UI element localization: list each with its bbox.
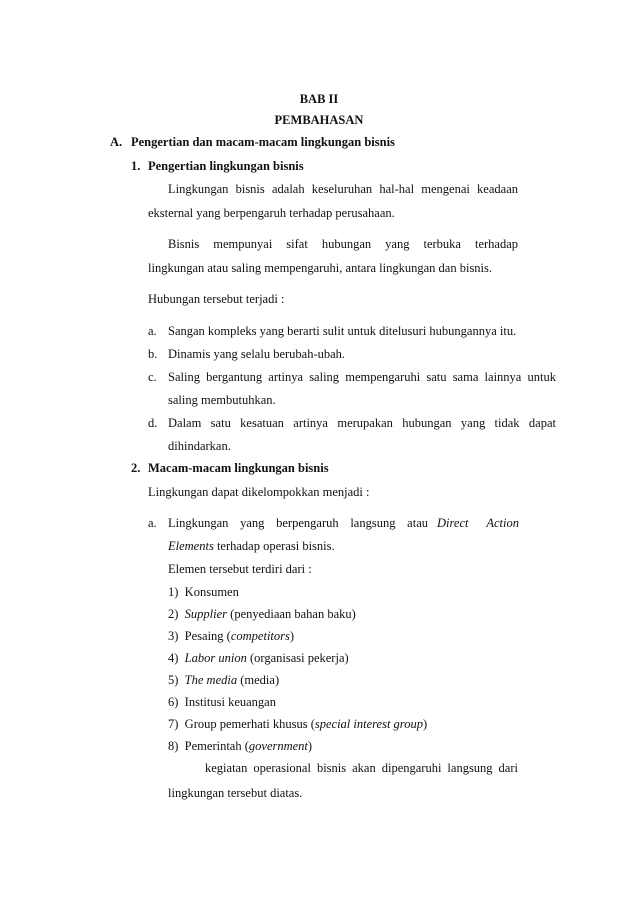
element-number: 1) xyxy=(168,585,179,599)
element-italic: special interest group xyxy=(314,717,423,731)
section-a-label: A. xyxy=(110,135,123,149)
element-item xyxy=(168,694,276,710)
element-text: Pemerintah ( xyxy=(184,739,249,753)
element-item xyxy=(168,628,294,644)
sub1-paragraph3: Hubungan tersebut terjadi : xyxy=(148,292,285,306)
element-italic: The media xyxy=(184,673,238,687)
closing-line2: lingkungan tersebut diatas. xyxy=(168,786,303,800)
element-text-post: (media) xyxy=(237,673,280,687)
list-item-label: c. xyxy=(148,370,157,384)
list-item-text: Dalam satu kesatuan artinya merupakan hubungan yang tidak dapat xyxy=(168,416,556,430)
element-text: Pesaing ( xyxy=(184,629,231,643)
term-italic: Elements xyxy=(168,539,214,553)
sub2-intro: Lingkungan dapat dikelompokkan menjadi : xyxy=(148,485,370,499)
elements-intro: Elemen tersebut terdiri dari : xyxy=(168,562,312,576)
list-item-label: d. xyxy=(148,416,158,430)
sub1-label: 1. xyxy=(131,159,141,173)
section-a-title: Pengertian dan macam-macam lingkungan bisnis xyxy=(131,135,395,149)
list-item-text-continued: dihindarkan. xyxy=(168,439,231,453)
element-italic: Supplier xyxy=(184,607,228,621)
element-item xyxy=(168,584,239,600)
element-number: 7) xyxy=(168,717,179,731)
element-text-post: ) xyxy=(422,717,428,731)
sub1-title: Pengertian lingkungan bisnis xyxy=(148,159,304,173)
element-italic: competitors xyxy=(230,629,290,643)
element-text-post: (penyediaan bahan baku) xyxy=(227,607,356,621)
element-item xyxy=(168,738,312,754)
sub1-paragraph2-line1: Bisnis mempunyai sifat hubungan yang terbuka terhadap xyxy=(168,237,518,251)
element-number: 5) xyxy=(168,673,179,687)
element-text-post: ) xyxy=(289,629,295,643)
chapter-title: PEMBAHASAN xyxy=(274,113,364,127)
element-item xyxy=(168,606,356,622)
list-item-label: a. xyxy=(148,324,157,338)
list-item-text: Dinamis yang selalu berubah-ubah. xyxy=(168,347,346,361)
list-item-text: Sangan kompleks yang berarti sulit untuk ditelusuri hubungannya itu. xyxy=(168,324,517,338)
element-item xyxy=(168,672,279,688)
list-item-text-continued: saling membutuhkan. xyxy=(168,393,276,407)
element-number: 6) xyxy=(168,695,179,709)
sub2-item-a-line1: Lingkungan yang berpengaruh langsung atau xyxy=(168,516,428,530)
element-number: 4) xyxy=(168,651,179,665)
element-italic: Labor union xyxy=(184,651,247,665)
list-item-text: Saling bergantung artinya saling mempengaruhi satu sama lainnya untuk xyxy=(168,370,556,384)
element-item xyxy=(168,716,427,732)
sub2-item-a-line1-italic: Direct Action xyxy=(437,516,519,530)
element-italic: government xyxy=(248,739,308,753)
element-text-post: ) xyxy=(307,739,313,753)
element-text: Group pemerhati khusus ( xyxy=(184,717,315,731)
list-item-label: b. xyxy=(148,347,158,361)
chapter-number: BAB II xyxy=(299,92,339,106)
sub1-paragraph1-line1: Lingkungan bisnis adalah keseluruhan hal-hal mengenai keadaan xyxy=(168,182,518,196)
element-number: 2) xyxy=(168,607,179,621)
sub2-item-a-line2 xyxy=(168,538,335,554)
element-text: Institusi keuangan xyxy=(184,695,276,709)
element-item xyxy=(168,650,349,666)
element-number: 3) xyxy=(168,629,179,643)
term-rest: terhadap operasi bisnis. xyxy=(213,539,335,553)
sub2-item-a-label: a. xyxy=(148,516,157,530)
sub1-paragraph2-line2: lingkungan atau saling mempengaruhi, antara lingkungan dan bisnis. xyxy=(148,261,493,275)
closing-line1: kegiatan operasional bisnis akan dipengaruhi langsung dari xyxy=(205,761,518,775)
element-text-post: (organisasi pekerja) xyxy=(246,651,349,665)
element-number: 8) xyxy=(168,739,179,753)
sub2-label: 2. xyxy=(131,461,141,475)
sub2-title: Macam-macam lingkungan bisnis xyxy=(148,461,329,475)
element-text: Konsumen xyxy=(184,585,239,599)
sub1-paragraph1-line2: eksternal yang berpengaruh terhadap perusahaan. xyxy=(148,206,395,220)
